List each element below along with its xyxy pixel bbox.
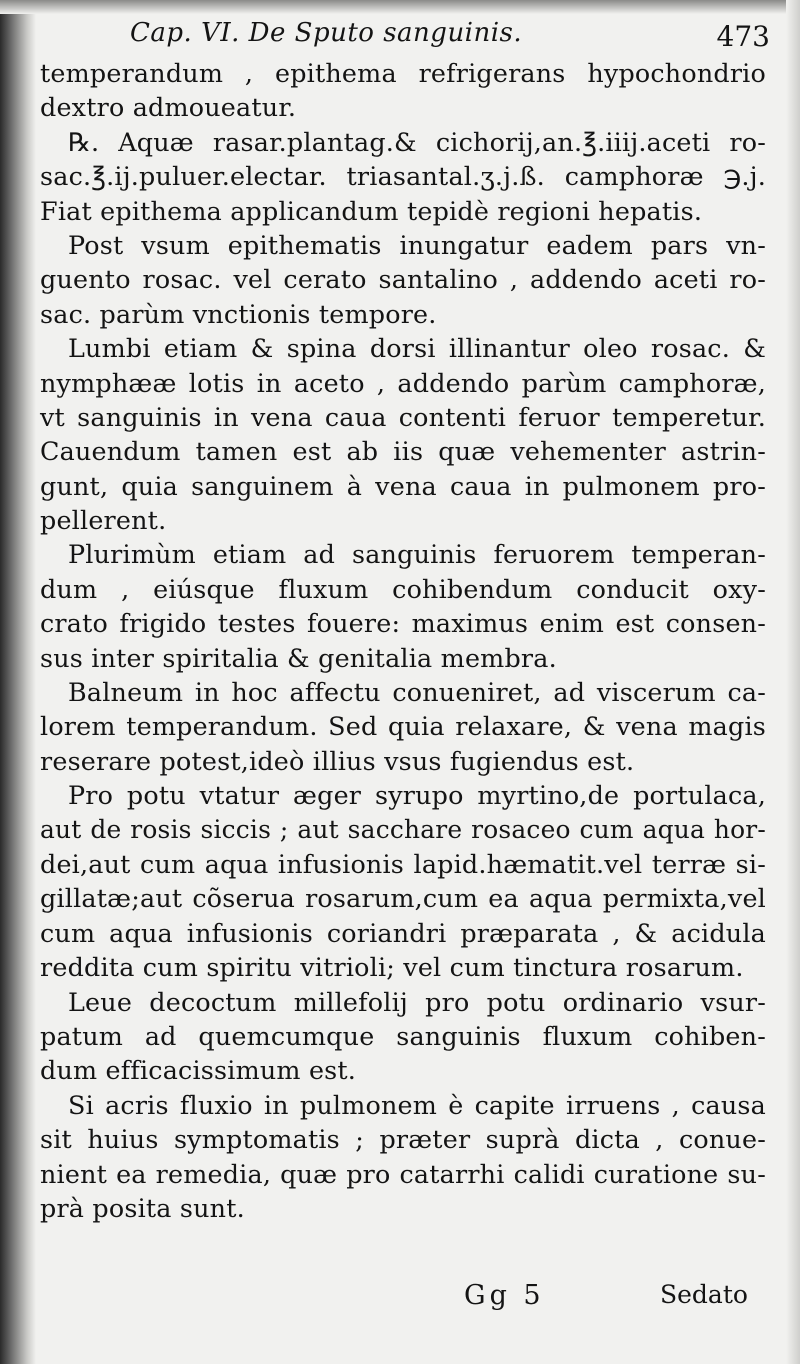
text-line: Fiat epithema applicandum tepidè regioni hepatis. <box>40 195 703 226</box>
paragraph-first-line: Lumbi etiam & spina dorsi illinantur oleo rosac. & <box>68 333 766 364</box>
paragraph-first-line: Plurimùm etiam ad sanguinis feruorem temperan- <box>68 539 766 570</box>
text-line: nymphææ lotis in aceto , addendo parùm camphoræ, <box>40 367 766 398</box>
paragraph-first-line: Balneum in hoc affectu conueniret, ad viscerum ca- <box>68 677 766 708</box>
text-line: temperandum , epithema refrigerans hypochondrio <box>40 58 766 88</box>
paragraph-first-line: Pro potu vtatur æger syrupo myrtino,de portulaca, <box>68 780 766 811</box>
page-number: 473 <box>716 20 770 53</box>
paragraph-first-line: Post vsum epithematis inungatur eadem pars vn- <box>68 229 766 260</box>
paragraph-first-line: Leue decoctum millefolij pro potu ordinario vsur- <box>68 986 766 1017</box>
text-line: cum aqua infusionis coriandri præparata , & acidula <box>40 917 766 948</box>
text-line: lorem temperandum. Sed quia relaxare, & vena magis <box>40 711 766 742</box>
text-line: prà posita sunt. <box>40 1192 245 1223</box>
text-line: dum , eiúsque fluxum cohibendum conducit oxy- <box>40 573 766 604</box>
text-line: aut de rosis siccis ; aut sacchare rosaceo cum aqua hor- <box>40 814 766 844</box>
page-top-edge <box>0 0 800 14</box>
text-line: dextro admoueatur. <box>40 92 297 123</box>
main-text-block <box>40 56 766 1225</box>
text-line: sit huius symptomatis ; præter suprà dicta , conue- <box>40 1124 766 1155</box>
page-header <box>130 14 770 58</box>
catchword: Sedato <box>660 1280 748 1309</box>
paragraph-first-line: ℞. Aquæ rasar.plantag.& cichorij,an.℥.iiij.aceti ro- <box>68 126 766 157</box>
text-line: pellerent. <box>40 505 167 536</box>
page-gutter-shadow <box>0 0 36 1364</box>
text-line: sac. parùm vnctionis tempore. <box>40 298 437 329</box>
page-right-edge <box>786 0 800 1364</box>
text-line: patum ad quemcumque sanguinis fluxum cohiben- <box>40 1020 766 1051</box>
text-line: gunt, quia sanguinem à vena caua in pulmonem pro- <box>40 470 766 501</box>
text-line: sac.℥.ij.puluer.electar. triasantal.ʒ.j.ß. camphoræ ℈.j. <box>40 161 766 192</box>
text-line: gillatæ;aut cõserua rosarum,cum ea aqua permixta,vel <box>40 883 766 914</box>
running-title: Cap. VI. De Sputo sanguinis. <box>130 18 523 48</box>
text-line: dum efficacissimum est. <box>40 1055 357 1086</box>
text-line: sus inter spiritalia & genitalia membra. <box>40 642 557 673</box>
paragraph-first-line: Si acris fluxio in pulmonem è capite irruens , causa <box>68 1089 766 1120</box>
text-line: nient ea remedia, quæ pro catarrhi calidi curatione su- <box>40 1158 766 1189</box>
text-line: reddita cum spiritu vitrioli; vel cum tinctura rosarum. <box>40 952 744 983</box>
text-line: dei,aut cum aqua infusionis lapid.hæmatit.vel terræ si- <box>40 848 766 879</box>
text-line: vt sanguinis in vena caua contenti feruor temperetur. <box>40 401 766 432</box>
text-line: crato frigido testes fouere: maximus enim est consen- <box>40 608 766 639</box>
signature-mark: Gg 5 <box>464 1280 545 1311</box>
text-line: Cauendum tamen est ab iis quæ vehementer astrin- <box>40 436 766 467</box>
page-footer <box>0 1270 800 1330</box>
text-line: reserare potest,ideò illius vsus fugiendus est. <box>40 745 635 776</box>
text-line: guento rosac. vel cerato santalino , addendo aceti ro- <box>40 264 766 295</box>
